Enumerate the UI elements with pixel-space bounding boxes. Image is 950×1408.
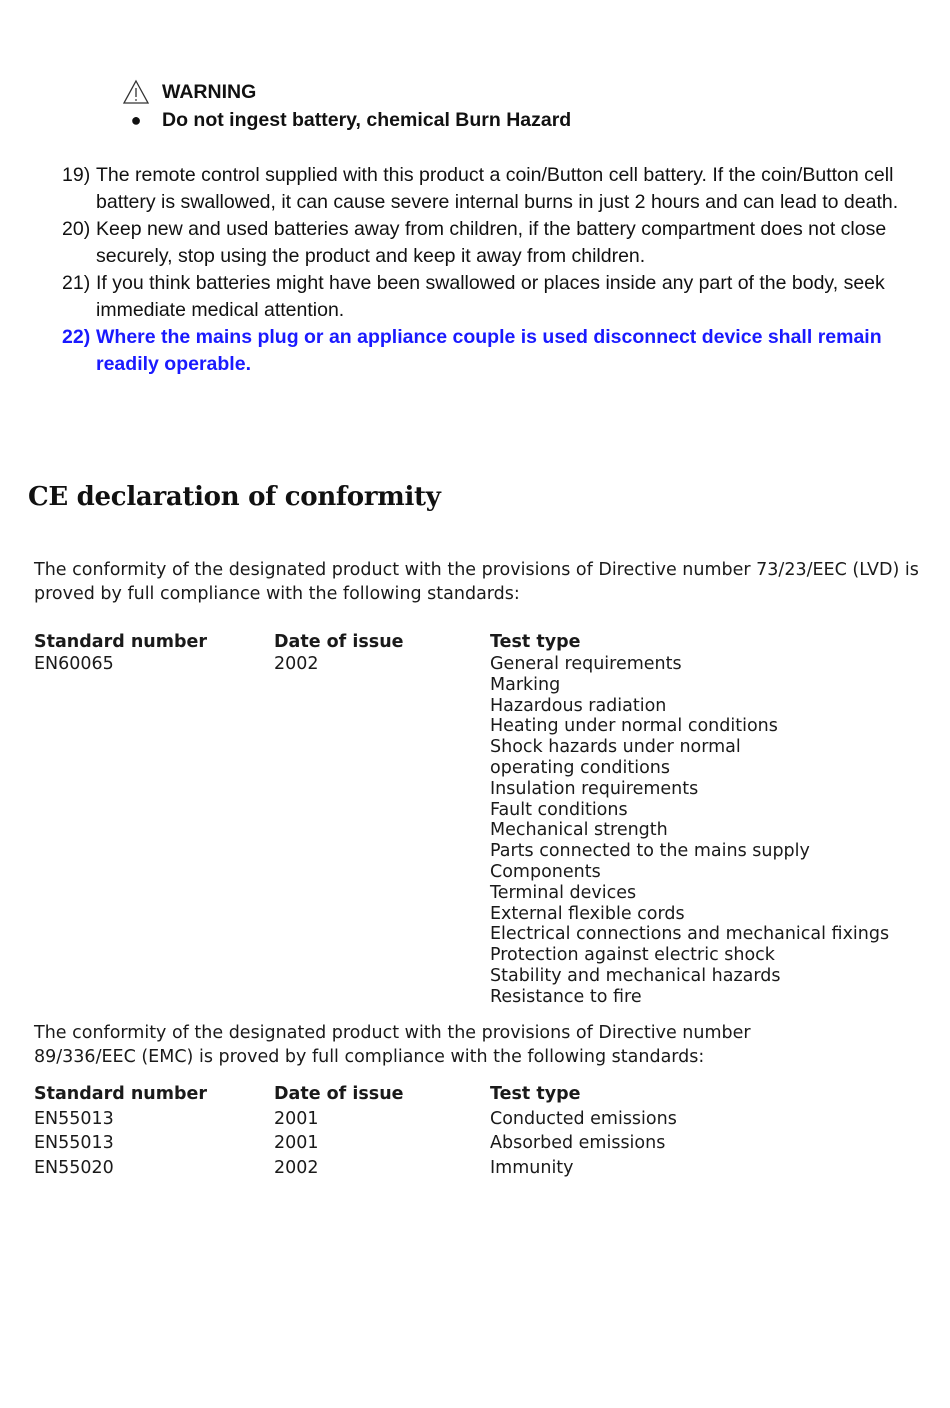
test-type: Mechanical strength [490,820,668,841]
test-type: Terminal devices [490,882,637,903]
standard-number: EN55013 [34,1108,114,1129]
issue-date: 2002 [274,1157,319,1178]
table-row [34,654,939,1008]
standard-number: EN55020 [34,1157,114,1178]
item-text: Keep new and used batteries away from children, if the battery compartment does not close securely, stop using the product and keep it away from children. [96,218,887,267]
header-standard: Standard number [34,632,208,652]
warning-title: WARNING [162,80,257,103]
warning-triangle-icon [122,79,150,105]
list-item [62,270,932,324]
test-type: Resistance to fire [490,986,642,1007]
list-item-highlighted [62,324,932,378]
test-type: Conducted emissions [490,1108,677,1129]
test-type: Fault conditions [490,799,628,820]
bullet-icon: ● [130,109,142,130]
test-type: Components [490,861,601,882]
item-number: 22) [62,326,91,348]
header-test: Test type [490,632,581,652]
item-text: The remote control supplied with this product a coin/Button cell battery. If the coin/Button cell battery is swallowed, it can cause severe internal burns in just 2 hours and can lead to death. [96,164,899,213]
item-text: If you think batteries might have been swallowed or places inside any part of the body, seek immediate medical attention. [96,272,885,321]
issue-date: 2001 [274,1133,319,1153]
test-type: Shock hazards under normal [490,737,741,758]
list-item [62,216,932,270]
list-item [62,162,932,216]
standard-number: EN60065 [34,654,114,674]
warning-heading [122,78,571,106]
test-type: Immunity [490,1157,574,1178]
issue-date: 2002 [274,654,319,674]
emc-intro [34,1021,939,1069]
emc-intro-line: The conformity of the designated product with the provisions of Directive number [34,1023,751,1043]
test-type: Electrical connections and mechanical fixings [490,924,890,945]
test-type: operating conditions [490,757,671,778]
header-date: Date of issue [274,1084,404,1104]
table-row [34,1156,939,1181]
table-header-row [34,630,939,654]
item-number: 20) [62,218,91,240]
emc-standards-table [34,1082,939,1180]
test-type: Heating under normal conditions [490,716,778,737]
warning-block [122,78,571,134]
test-type: External flexible cords [490,903,685,924]
warning-bullet-text: Do not ingest battery, chemical Burn Hazard [162,108,572,131]
header-standard: Standard number [34,1084,208,1104]
standard-number: EN55013 [34,1133,114,1153]
lvd-intro: The conformity of the designated product with the provisions of Directive number 73/23/EEC (LVD) is proved by full compliance with the following standards: [34,560,919,604]
test-type: Marking [490,674,561,695]
issue-date: 2001 [274,1108,319,1129]
warning-bullet [122,106,571,134]
table-row [34,1131,939,1156]
test-type: Insulation requirements [490,778,699,799]
test-type: Protection against electric shock [490,945,775,966]
lvd-standards-table [34,630,939,1008]
table-row [34,1107,939,1132]
item-number: 21) [62,272,91,294]
test-type: Absorbed emissions [490,1133,666,1153]
section-title: CE declaration of conformity [28,482,441,512]
test-type: General requirements [490,654,682,674]
test-type-list [490,654,939,1008]
test-type: Hazardous radiation [490,695,667,716]
item-number: 19) [62,164,91,186]
item-text: Where the mains plug or an appliance couple is used disconnect device shall remain readily operable. [96,326,882,375]
test-type: Stability and mechanical hazards [490,965,781,986]
table-header-row [34,1082,939,1107]
header-date: Date of issue [274,632,404,652]
numbered-list [62,162,932,378]
emc-intro-line: 89/336/EEC (EMC) is proved by full compliance with the following standards: [34,1047,705,1067]
test-type: Parts connected to the mains supply [490,841,810,862]
header-test: Test type [490,1084,581,1104]
